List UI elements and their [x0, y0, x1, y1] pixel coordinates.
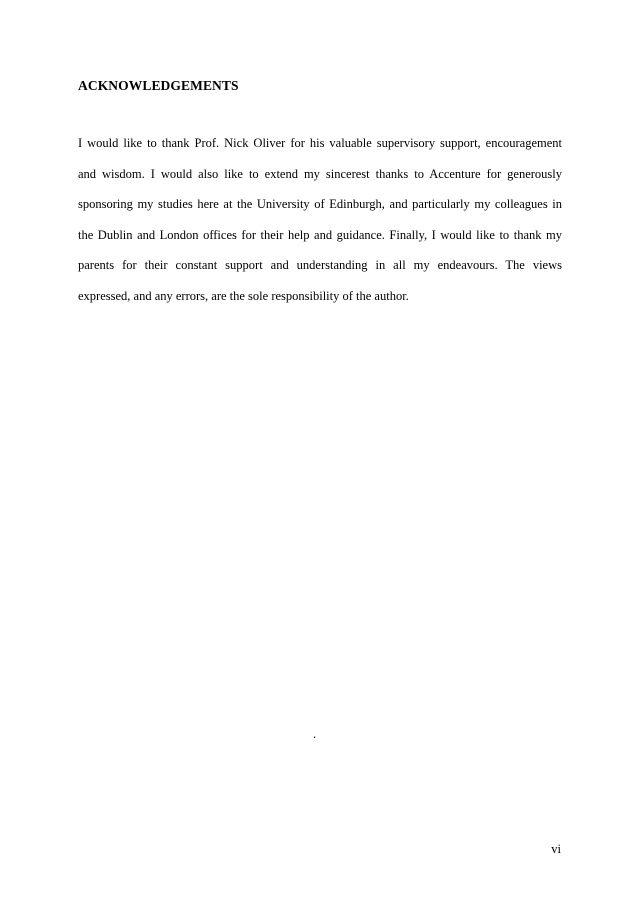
paragraph-line: expressed, and any errors, are the sole responsibility of the author. — [78, 288, 409, 303]
paragraph-line: sponsoring my studies here at the University of Edinburgh, and particularly my colleagues in — [78, 197, 562, 211]
paragraph-line: parents for their constant support and understanding in all my endeavours. The views — [78, 258, 562, 272]
paragraph-line: the Dublin and London offices for their help and guidance. Finally, I would like to thank my — [78, 227, 562, 242]
section-heading: ACKNOWLEDGEMENTS — [78, 78, 239, 93]
center-mark: . — [313, 727, 317, 741]
paragraph-line: I would like to thank Prof. Nick Oliver for his valuable supervisory support, encouragement — [78, 136, 562, 150]
page-number: vi — [551, 842, 561, 856]
acknowledgements-paragraph — [78, 128, 562, 311]
paragraph-line: and wisdom. I would also like to extend my sincerest thanks to Accenture for generously — [78, 166, 562, 181]
